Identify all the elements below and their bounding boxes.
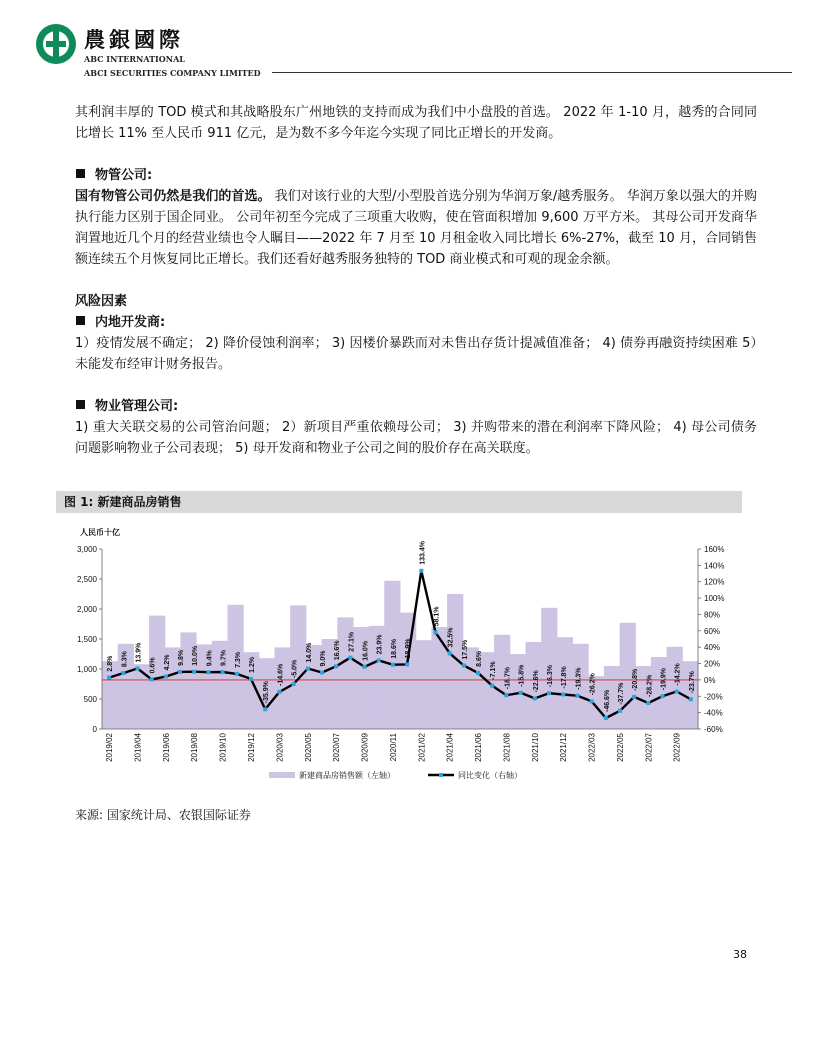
yoy-data-label: -20.8% (632, 668, 640, 691)
x-tick-label: 2020/03 (275, 733, 285, 762)
left-tick-label: 1,500 (76, 635, 97, 644)
sales-bar (431, 627, 447, 729)
yoy-point-marker (561, 693, 565, 697)
yoy-point-marker (107, 676, 111, 680)
yoy-data-label: -18.7% (504, 667, 512, 690)
yoy-point-marker (604, 716, 608, 720)
yoy-data-label: 13.9% (135, 642, 143, 663)
yoy-point-marker (434, 630, 438, 634)
yoy-point-marker (164, 675, 168, 679)
yoy-data-label: 14.0% (305, 642, 313, 663)
yoy-point-marker (377, 658, 381, 662)
legend-line-marker (439, 773, 443, 777)
yoy-data-label: -16.3% (547, 665, 554, 688)
yoy-point-marker (249, 677, 253, 681)
x-tick-label: 2019/10 (218, 733, 228, 762)
page-header (34, 20, 764, 80)
x-tick-label: 2022/03 (587, 733, 597, 762)
yoy-point-marker (533, 696, 537, 700)
new-housing-sales-chart (56, 517, 742, 795)
yoy-point-marker (292, 682, 296, 686)
x-tick-label: 2022/09 (672, 733, 682, 762)
yoy-point-marker (121, 671, 125, 675)
yoy-data-label: 9.7% (220, 650, 228, 666)
paragraph-pm-picks: 国有物管公司仍然是我们的首选。 我们对该行业的大型/小型股首选分别为华润万象/越秀服务。 华润万象以强大的并购执行能力区别于国企同业。 公司年初至今完成了三项重大收购，使在管面积增加 9,600 万平方米。 其母公司开发商华润置地近几个月的经营业绩也令人瞩目——2022 年 7 月至 10 月租金收入同比增长 6%-27%，截至 10 月，合同销售额连续五个月恢复同比正增长。我们还看好越秀服务独特的 TOD 商业模式和可观的现金余额。 (75, 189, 757, 267)
yoy-data-label: 2.8% (107, 655, 115, 672)
yoy-data-label: 27.1% (348, 631, 356, 652)
yoy-point-marker (547, 691, 551, 695)
company-name-cn: 農銀國際 (84, 28, 184, 52)
legend-line-label: 同比变化（右轴） (458, 771, 522, 780)
yoy-data-label: 32.5% (447, 627, 455, 648)
sales-bar (651, 657, 667, 729)
x-tick-label: 2022/05 (616, 733, 625, 762)
abc-logo-icon (34, 22, 78, 66)
yoy-point-marker (632, 695, 636, 699)
yoy-point-marker (590, 699, 594, 703)
right-tick-label: 140% (704, 561, 725, 571)
x-tick-label: 2021/12 (559, 733, 569, 762)
x-tick-label: 2020/07 (332, 733, 342, 762)
x-tick-label: 2021/06 (474, 733, 483, 762)
y-axis-label: 人民币十亿 (80, 528, 120, 537)
yoy-data-label: -35.9% (263, 681, 271, 704)
header-divider (272, 72, 792, 73)
yoy-data-label: -46.6% (603, 689, 611, 712)
left-tick-label: 500 (83, 695, 97, 704)
right-tick-label: -20% (704, 692, 723, 702)
legend-bar-swatch (269, 772, 295, 778)
right-tick-label: 120% (704, 577, 725, 587)
company-name-en: ABC INTERNATIONAL (84, 54, 185, 64)
yoy-data-label: 23.9% (376, 634, 384, 655)
yoy-point-marker (192, 670, 196, 674)
yoy-point-marker (419, 569, 423, 573)
yoy-data-label: 10.0% (192, 645, 200, 666)
sales-bar (133, 664, 149, 729)
yoy-point-marker (476, 671, 480, 675)
right-tick-label: 100% (704, 594, 725, 604)
company-subname-en: ABCI SECURITIES COMPANY LIMITED (84, 68, 261, 78)
x-tick-label: 2019/02 (105, 733, 115, 762)
yoy-point-marker (675, 690, 679, 694)
right-tick-label: 0% (704, 675, 716, 685)
page-number: 38 (733, 948, 747, 961)
yoy-point-marker (136, 667, 140, 671)
yoy-data-label: -23.7% (688, 671, 696, 694)
yoy-data-label: 16.6% (334, 640, 342, 661)
yoy-point-marker (405, 662, 409, 666)
left-tick-label: 1,000 (76, 665, 97, 674)
x-tick-label: 2021/04 (445, 733, 455, 762)
yoy-point-marker (575, 694, 579, 698)
x-tick-label: 2020/05 (303, 733, 313, 762)
yoy-point-marker (448, 651, 452, 655)
yoy-point-marker (235, 672, 239, 676)
x-tick-label: 2020/11 (388, 733, 398, 762)
yoy-data-label: 8.3% (121, 651, 129, 668)
yoy-data-label: -19.9% (660, 668, 668, 691)
yoy-data-label: -15.8% (518, 664, 526, 687)
paragraph-developer-risks: 1）疫情发展不确定； 2) 降价侵蚀利润率； 3) 因楼价暴跌而对未售出存货计提减值准备； 4) 债券再融资持续困难 5）未能发布经审计财务报告。 (75, 336, 757, 372)
yoy-data-label: -26.2% (589, 673, 597, 696)
yoy-data-label: -17.8% (561, 666, 569, 689)
source-note: 来源: 国家统计局、农银国际证券 (75, 808, 251, 822)
yoy-point-marker (221, 670, 225, 674)
yoy-point-marker (320, 671, 324, 675)
right-tick-label: 20% (704, 659, 721, 669)
yoy-point-marker (618, 709, 622, 713)
yoy-point-marker (519, 691, 523, 695)
yoy-data-label: 9.4% (206, 650, 214, 667)
yoy-point-marker (306, 667, 310, 671)
yoy-data-label: -19.3% (575, 667, 583, 690)
yoy-data-label: 8.6% (476, 650, 483, 667)
yoy-data-label: 4.2% (163, 654, 171, 671)
paragraph-yuexiu: 其利润丰厚的 TOD 模式和其战略股东广州地铁的支持而成为我们中小盘股的首选。 2022 年 1-10 月，越秀的合同同比增长 11% 至人民币 911 亿元，是为数不多今年迄今实现了同比正增长的开发商。 (75, 105, 757, 141)
yoy-data-label: 9.8% (178, 649, 185, 666)
sales-bar (400, 613, 416, 729)
square-bullet-icon (76, 316, 85, 325)
heading-risk-factors: 风险因素 (75, 294, 128, 309)
heading-developers: 内地开发商: (75, 312, 757, 333)
yoy-point-marker (661, 694, 665, 698)
x-tick-label: 2021/08 (502, 733, 512, 762)
yoy-data-label: 7.3% (234, 651, 242, 668)
yoy-point-marker (490, 684, 494, 688)
yoy-point-marker (363, 665, 367, 669)
right-tick-label: 160% (704, 545, 725, 554)
yoy-point-marker (462, 664, 466, 668)
heading-property-management: 物管公司: (75, 165, 757, 186)
yoy-data-label: -14.2% (674, 663, 682, 686)
yoy-data-label: -28.2% (646, 674, 654, 697)
right-tick-label: 80% (704, 610, 721, 620)
right-tick-label: -40% (704, 708, 723, 718)
yoy-point-marker (263, 707, 267, 711)
yoy-data-label: 1.2% (249, 656, 256, 673)
yoy-data-label: 17.5% (461, 639, 469, 660)
yoy-point-marker (277, 690, 281, 694)
figure-title: 图 1: 新建商品房销售 (56, 491, 742, 513)
x-tick-label: 2020/09 (360, 733, 370, 762)
yoy-data-label: 16.0% (362, 640, 370, 661)
yoy-point-marker (178, 670, 182, 674)
yoy-point-marker (504, 693, 508, 697)
yoy-point-marker (391, 663, 395, 667)
right-tick-label: 60% (704, 626, 721, 636)
yoy-data-label: -14.6% (277, 663, 285, 686)
x-tick-label: 2021/02 (417, 733, 427, 762)
yoy-data-label: 9.0% (320, 650, 327, 667)
yoy-data-label: 58.1% (433, 606, 441, 627)
yoy-data-label: -7.1% (490, 661, 498, 680)
yoy-data-label: 18.6% (390, 638, 398, 659)
x-tick-label: 2019/12 (247, 733, 256, 762)
yoy-data-label: 133.4% (419, 541, 427, 565)
yoy-data-label: -5.0% (291, 659, 299, 678)
report-body (75, 102, 757, 459)
x-tick-label: 2021/10 (530, 733, 540, 762)
yoy-point-marker (206, 670, 210, 674)
left-tick-label: 0 (92, 725, 97, 734)
x-tick-label: 2019/08 (190, 733, 200, 762)
sales-bar (416, 640, 432, 729)
left-tick-label: 3,000 (76, 545, 97, 554)
yoy-data-label: -22.6% (532, 670, 540, 693)
x-tick-label: 2019/06 (161, 733, 171, 762)
yoy-data-label: 0.6% (149, 657, 157, 674)
yoy-data-label: -37.7% (618, 682, 625, 705)
square-bullet-icon (76, 400, 85, 409)
square-bullet-icon (76, 169, 85, 178)
x-tick-label: 2022/07 (644, 733, 654, 762)
yoy-point-marker (334, 664, 338, 668)
left-tick-label: 2,000 (76, 605, 97, 614)
yoy-point-marker (689, 697, 693, 701)
x-tick-label: 2019/04 (133, 733, 143, 762)
yoy-data-label: 18.9% (405, 638, 413, 659)
sales-bar (667, 647, 683, 729)
right-tick-label: 40% (704, 643, 721, 653)
yoy-point-marker (348, 656, 352, 660)
paragraph-pm-risks: 1) 重大关联交易的公司管治问题； 2）新项目严重依赖母公司； 3) 并购带来的潜在利润率下降风险； 4) 母公司债务问题影响物业子公司表现； 5) 母开发商和物业子公司之间的股价存在高关联度。 (75, 420, 757, 456)
left-tick-label: 2,500 (76, 575, 97, 584)
legend-bar-label: 新建商品房销售额（左轴） (299, 771, 395, 780)
yoy-point-marker (150, 677, 154, 681)
yoy-point-marker (646, 701, 650, 705)
heading-property-mgmt-companies: 物业管理公司: (75, 396, 757, 417)
right-tick-label: -60% (704, 725, 723, 734)
